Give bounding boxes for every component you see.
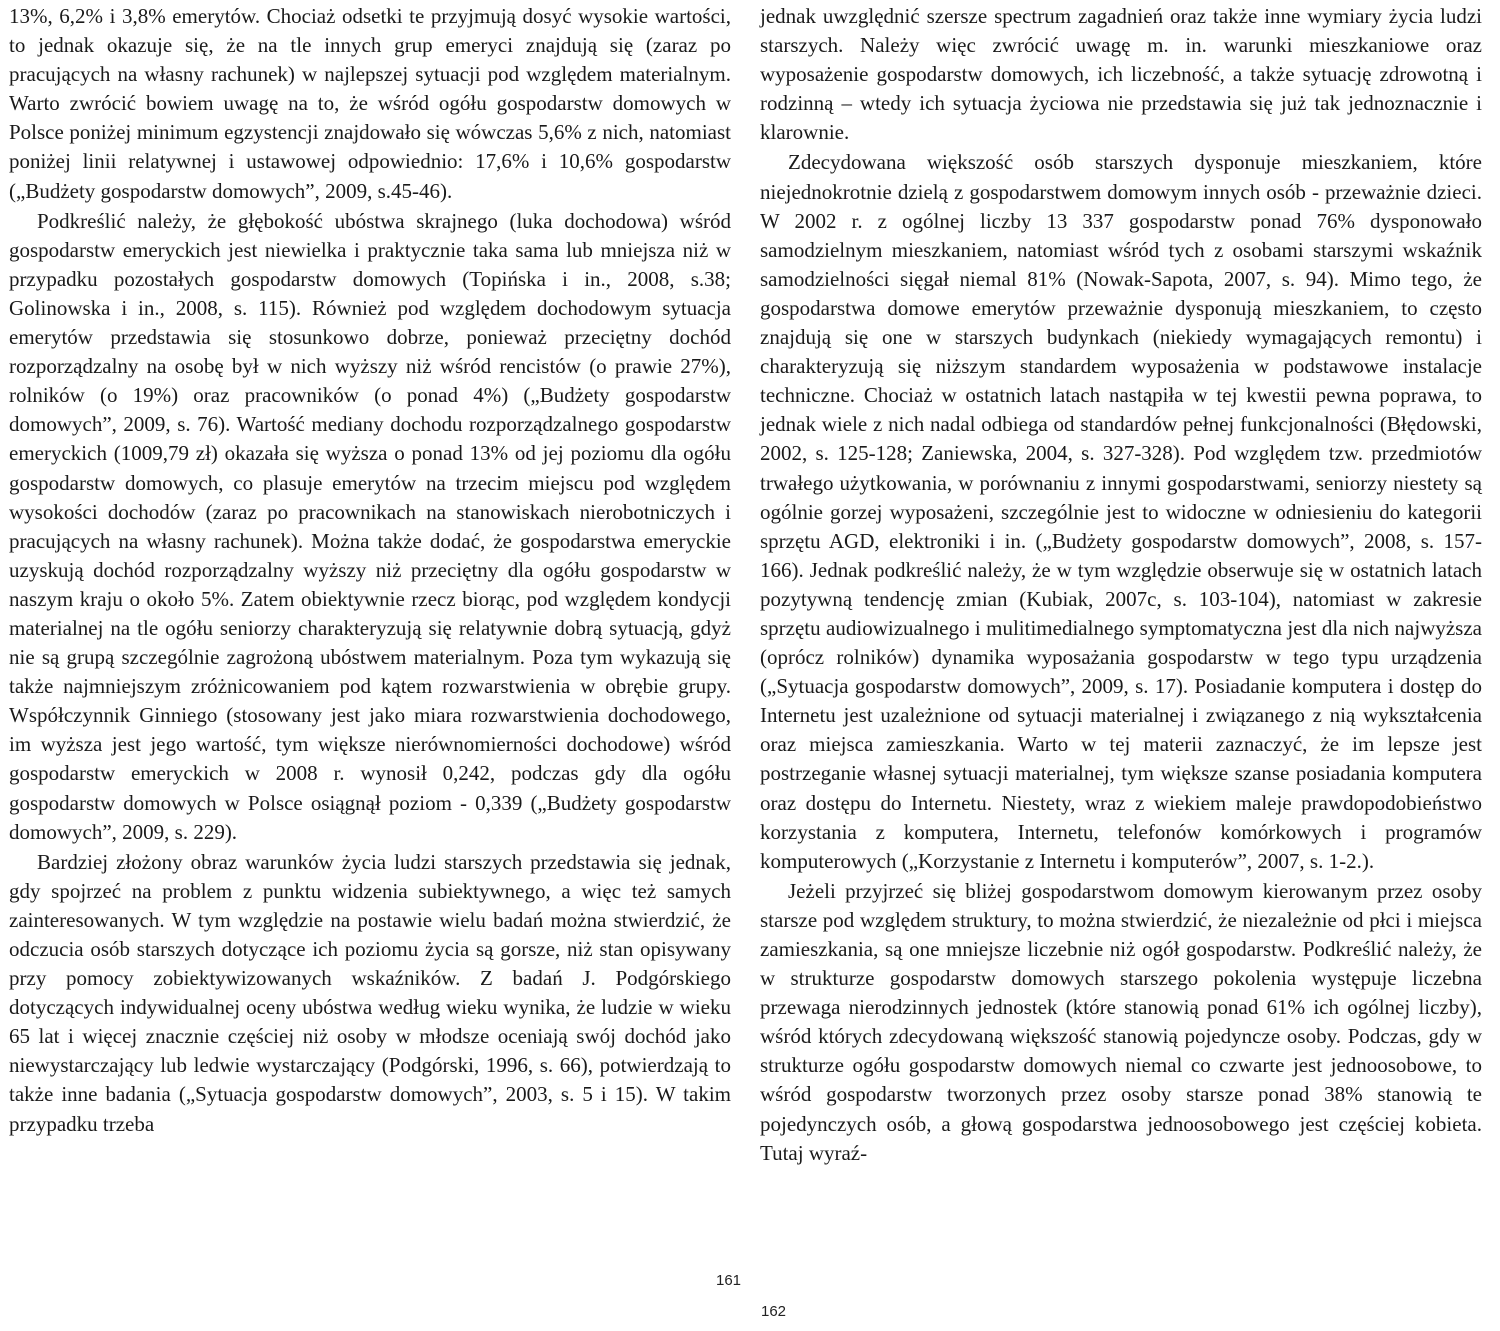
left-text-column	[9, 2, 731, 1139]
paragraph: 13%, 6,2% i 3,8% emerytów. Chociaż odsetki te przyjmują dosyć wysokie wartości, to jednak okazuje się, że na tle innych grup emeryci znajdują się (zaraz po pracujących na własny rachunek) w najlepszej sytuacji pod względem materialnym. Warto zwrócić bowiem uwagę na to, że wśród ogółu gospodarstw domowych w Polsce poniżej minimum egzystencji znajdowało się wówczas 5,6% z nich, natomiast poniżej linii relatywnej i ustawowej odpowiednio: 17,6% i 10,6% gospodarstw („Budżety gospodarstw domowych”, 2009, s.45-46).	[9, 4, 731, 203]
paragraph: Podkreślić należy, że głębokość ubóstwa skrajnego (luka dochodowa) wśród gospodarstw emeryckich jest niewielka i praktycznie taka sama lub mniejsza niż w przypadku pozostałych gospodarstw domowych (Topińska i in., 2008, s.38; Golinowska i in., 2008, s. 115). Również pod względem dochodowym sytuacja emerytów przedstawia się stosunkowo dobrze, ponieważ przeciętny dochód rozporządzalny na osobę był w nich wyższy niż wśród rencistów (o prawie 27%), rolników (o 19%) oraz pracowników (o ponad 4%) („Budżety gospodarstw domowych”, 2009, s. 76). Wartość mediany dochodu rozporządzalnego gospodarstw emeryckich (1009,79 zł) okazała się wyższa o ponad 13% od jej poziomu dla ogółu gospodarstw domowych, co plasuje emerytów na trzecim miejscu pod względem wysokości dochodów (zaraz po pracownikach na stanowiskach nierobotniczych i pracujących na własny rachunek). Można także dodać, że gospodarstwa emeryckie uzyskują dochód rozporządzalny wyższy niż przeciętny dla ogółu gospodarstw w naszym kraju o około 5%. Zatem obiektywnie rzecz biorąc, pod względem kondycji materialnej na tle ogółu seniorzy charakteryzują się relatywnie dobrą sytuacją, gdyż nie są grupą szczególnie zagrożoną ubóstwem materialnym. Poza tym wykazują się także najmniejszym zróżnicowaniem pod kątem rozwarstwienia w obrębie grupy. Współczynnik Ginniego (stosowany jest jako miara rozwarstwienia dochodowego, im wyższa jest jego wartość, tym większe nierównomierności dochodowe) wśród gospodarstw emeryckich w 2008 r. wynosił 0,242, podczas gdy dla ogółu gospodarstw domowych w Polsce osiągnął poziom - 0,339 („Budżety gospodarstw domowych”, 2009, s. 229).	[9, 208, 731, 844]
page-number: 162	[761, 1303, 787, 1320]
page-number: 161	[716, 1272, 742, 1289]
paragraph: Jeżeli przyjrzeć się bliżej gospodarstwom domowym kierowanym przez osoby starsze pod względem struktury, to można stwierdzić, że niezależnie od płci i miejsca zamieszkania, są one mniejsze liczebnie niż ogół gospodarstw. Podkreślić należy, że w strukturze gospodarstw domowych starszego pokolenia występuje liczebna przewaga nierodzinnych jednostek (które stanowią ponad 61% ich ogólnej liczby), wśród których zdecydowaną większość stanowią pojedyncze osoby. Podczas, gdy w strukturze ogółu gospodarstw domowych niemal co czwarte jest jednoosobowe, to wśród gospodarstw tworzonych przez osoby starsze ponad 38% stanowią te pojedynczych osób, a głową gospodarstwa jednoosobowego jest częściej kobieta. Tutaj wyraź-	[760, 878, 1482, 1165]
paragraph: Bardziej złożony obraz warunków życia ludzi starszych przedstawia się jednak, gdy spojrzeć na problem z punktu widzenia subiektywnego, a więc też samych zainteresowanych. W tym względzie na postawie wielu badań można stwierdzić, że odczucia osób starszych dotyczące ich poziomu życia są gorsze, niż stan opisywany przy pomocy zobiektywizowanych wskaźników. Z badań J. Podgórskiego dotyczących indywidualnej oceny ubóstwa według wieku wynika, że ludzie w wieku 65 lat i więcej znacznie częściej niż osoby w młodsze oceniają swój dochód jako niewystarczający lub ledwie wystarczający (Podgórski, 1996, s. 66), potwierdzają to także inne badania („Sytuacja gospodarstw domowych”, 2003, s. 5 i 15). W takim przypadku trzeba	[9, 849, 731, 1136]
paragraph: jednak uwzględnić szersze spectrum zagadnień oraz także inne wymiary życia ludzi starszych. Należy więc zwrócić uwagę m. in. warunki mieszkaniowe oraz wyposażenie gospodarstw domowych, ich liczebność, a także sytuację zdrowotną i rodzinną – wtedy ich sytuacja życiowa nie przedstawia się już tak jednoznacznie i klarownie.	[760, 4, 1482, 145]
paragraph: Zdecydowana większość osób starszych dysponuje mieszkaniem, które niejednokrotnie dzielą z gospodarstwem domowym innych osób - przeważnie dzieci. W 2002 r. z ogólnej liczby 13 337 gospodarstw ponad 76% dysponowało samodzielnym mieszkaniem, natomiast wśród tych z osobami starszymi wskaźnik samodzielności sięgał niemal 81% (Nowak-Sapota, 2007, s. 94). Mimo tego, że gospodarstwa domowe emerytów przeważnie dysponują mieszkaniem, to często znajdują się one w starszych budynkach (niekiedy wymagających remontu) i charakteryzują się niższym standardem wyposażenia w podstawowe instalacje techniczne. Chociaż w ostatnich latach nastąpiła w tej kwestii pewna poprawa, to jednak wiele z nich nadal odbiega od standardów pełnej funkcjonalności (Błędowski, 2002, s. 125-128; Zaniewska, 2004, s. 327-328). Pod względem tzw. przedmiotów trwałego użytkowania, w porównaniu z innymi gospodarstwami, seniorzy niestety są ogólnie gorzej wyposażeni, szczególnie jest to widoczne w odniesieniu do kategorii sprzętu AGD, elektroniki i in. („Budżety gospodarstw domowych”, 2008, s. 157-166). Jednak podkreślić należy, że w tym względzie obserwuje się w ostatnich latach pozytywną tendencję zmian (Kubiak, 2007c, s. 103-104), natomiast w zakresie sprzętu audiowizualnego i mulitimedialnego symptomatyczna jest dla nich najwyższa (oprócz rolników) dynamika wyposażania gospodarstw w tego typu urządzenia („Sytuacja gospodarstw domowych”, 2009, s. 17). Posiadanie komputera i dostęp do Internetu jest uzależnione od sytuacji materialnej i związanego z nią wykształcenia oraz miejsca zamieszkania. Warto w tej materii zaznaczyć, że im lepsze jest postrzeganie własnej sytuacji materialnej, tym większe szanse posiadania komputera oraz dostępu do Internetu. Niestety, wraz z wiekiem maleje prawdopodobieństwo korzystania z komputera, Internetu, telefonów komórkowych i programów komputerowych („Korzystanie z Internetu i komputerów”, 2007, s. 1-2.).	[760, 150, 1482, 873]
right-text-column	[760, 2, 1482, 1168]
